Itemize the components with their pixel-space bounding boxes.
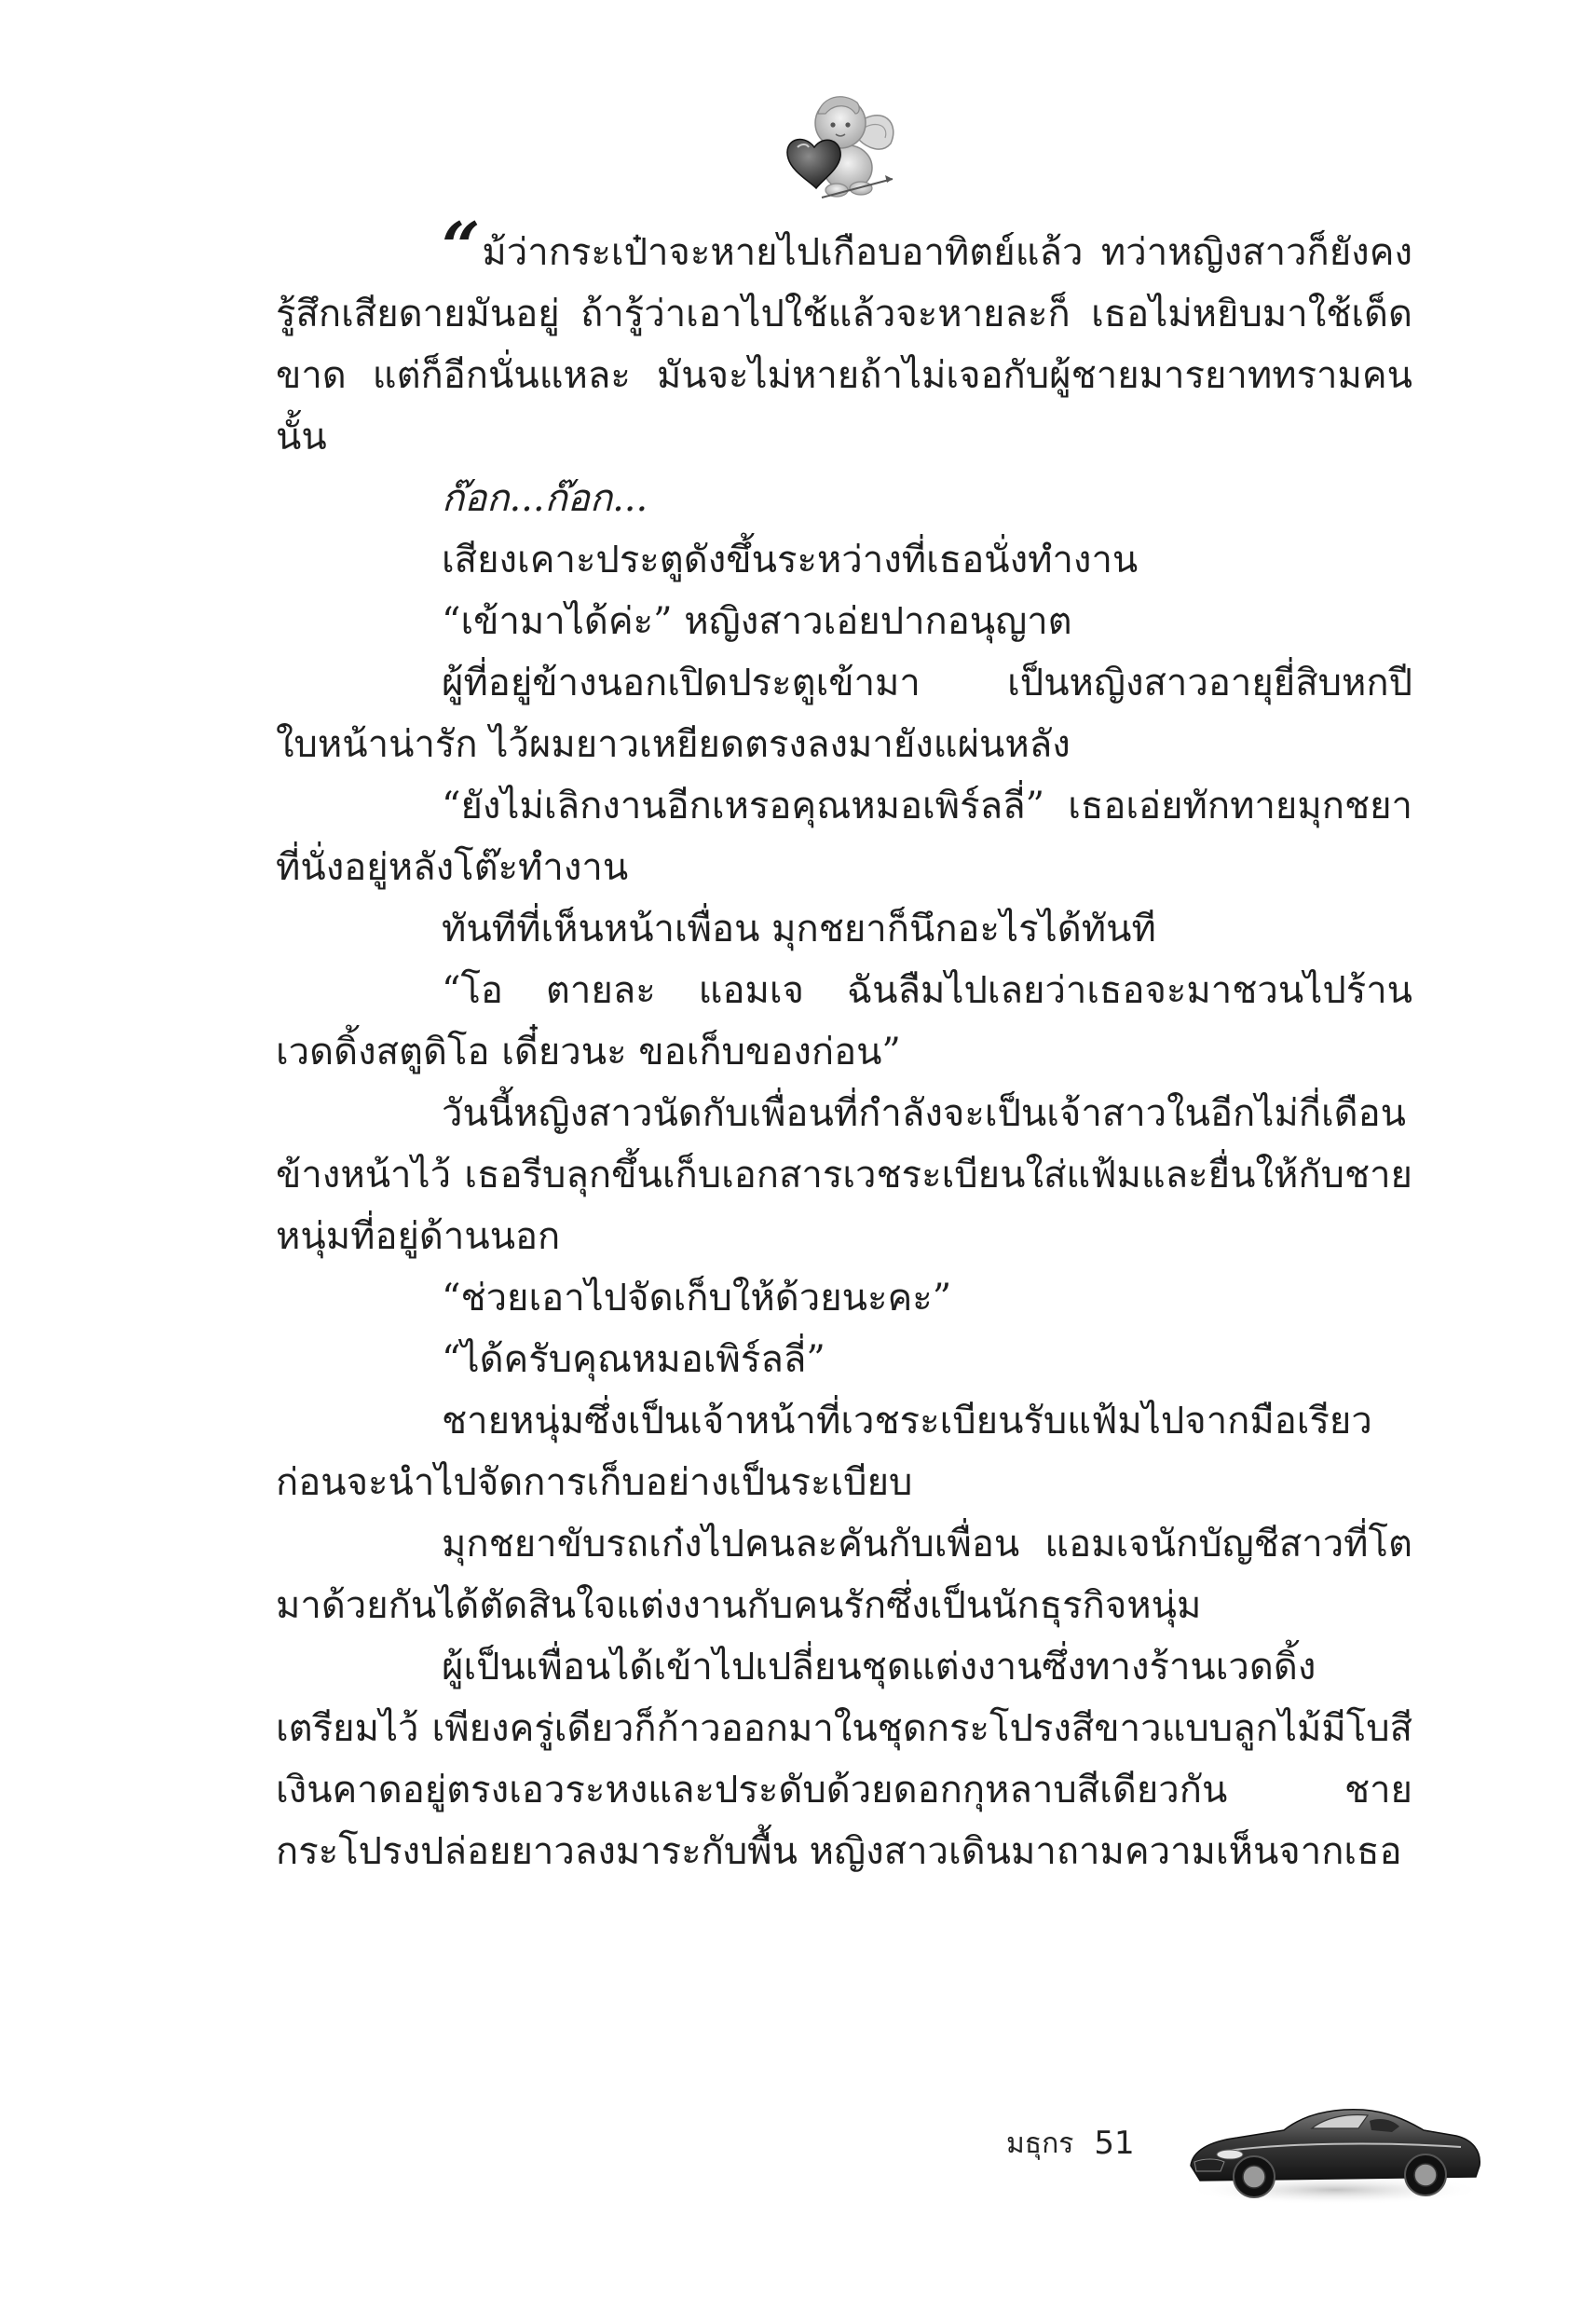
page-footer [1006, 2115, 1135, 2171]
paragraph [276, 207, 1412, 468]
paragraph: “ยังไม่เลิกงานอีกเหรอคุณหมอเพิร์ลลี่” เธอเอ่ยทักทายมุกชยาที่นั่งอยู่หลังโต๊ะทำงาน [276, 785, 1412, 889]
paragraph: ผู้เป็นเพื่อนได้เข้าไปเปลี่ยนชุดแต่งงานซึ่งทางร้านเวดดิ้งเตรียมไว้ เพียงครู่เดียวก็ก้าวออกมาในชุดกระโปรงสีขาวแบบลูกไม้มีโบสีเงินคาดอยู่ตรงเอวระหงและประดับด้วยดอกกุหลาบสีเดียวกัน ชายกระโปรงปล่อยยาวลงมาระกับพื้น หญิงสาวเดินมาถามความเห็นจากเธอ [276, 1646, 1412, 1873]
opening-quote-mark: “ [442, 207, 481, 286]
paragraph: ก๊อก...ก๊อก... [442, 477, 648, 520]
paragraph: “ได้ครับคุณหมอเพิร์ลลี่” [442, 1338, 825, 1381]
convertible-car-icon [1172, 2076, 1489, 2207]
paragraph: “เข้ามาได้ค่ะ” หญิงสาวเอ่ยปากอนุญาต [442, 600, 1072, 643]
paragraph: ชายหนุ่มซึ่งเป็นเจ้าหน้าที่เวชระเบียนรับแฟ้มไปจากมือเรียวก่อนจะนำไปจัดการเก็บอย่างเป็นระเบียบ [276, 1400, 1372, 1504]
cupid-with-heart-icon [781, 86, 902, 202]
paragraph: เสียงเคาะประตูดังขึ้นระหว่างที่เธอนั่งทำงาน [442, 539, 1139, 581]
book-title: มธุกร [1006, 2126, 1074, 2160]
paragraph: วันนี้หญิงสาวนัดกับเพื่อนที่กำลังจะเป็นเจ้าสาวในอีกไม่กี่เดือนข้างหน้าไว้ เธอรีบลุกขึ้นเก็บเอกสารเวชระเบียนใส่แฟ้มและยื่นให้กับชายหนุ่มที่อยู่ด้านนอก [276, 1092, 1412, 1258]
paragraph: “ช่วยเอาไปจัดเก็บให้ด้วยนะคะ” [442, 1277, 952, 1320]
paragraph-text: ม้ว่ากระเป๋าจะหายไปเกือบอาทิตย์แล้ว ทว่าหญิงสาวก็ยังคงรู้สึกเสียดายมันอยู่ ถ้ารู้ว่าเอาไปใช้แล้วจะหายละก็ เธอไม่หยิบมาใช้เด็ดขาด แต่ก็อีกนั่นแหละ มันจะไม่หายถ้าไม่เจอกับผู้ชายมารยาททรามคนนั้น [276, 231, 1412, 458]
paragraph: มุกชยาขับรถเก๋งไปคนละคันกับเพื่อน แอมเจนักบัญชีสาวที่โตมาด้วยกันได้ตัดสินใจแต่งงานกับคนรักซึ่งเป็นนักธุรกิจหนุ่ม [276, 1523, 1412, 1627]
paragraph: ผู้ที่อยู่ข้างนอกเปิดประตูเข้ามา เป็นหญิงสาวอายุยี่สิบหกปี ใบหน้าน่ารัก ไว้ผมยาวเหยียดตรงลงมายังแผ่นหลัง [276, 662, 1412, 766]
paragraph: “โอ ตายละ แอมเจ ฉันลืมไปเลยว่าเธอจะมาชวนไปร้านเวดดิ้งสตูดิโอ เดี๋ยวนะ ขอเก็บของก่อน” [276, 969, 1412, 1073]
chapter-body [276, 207, 1412, 1882]
page-number: 51 [1094, 2125, 1135, 2162]
paragraph: ทันทีที่เห็นหน้าเพื่อน มุกชยาก็นึกอะไรได้ทันที [442, 908, 1156, 950]
